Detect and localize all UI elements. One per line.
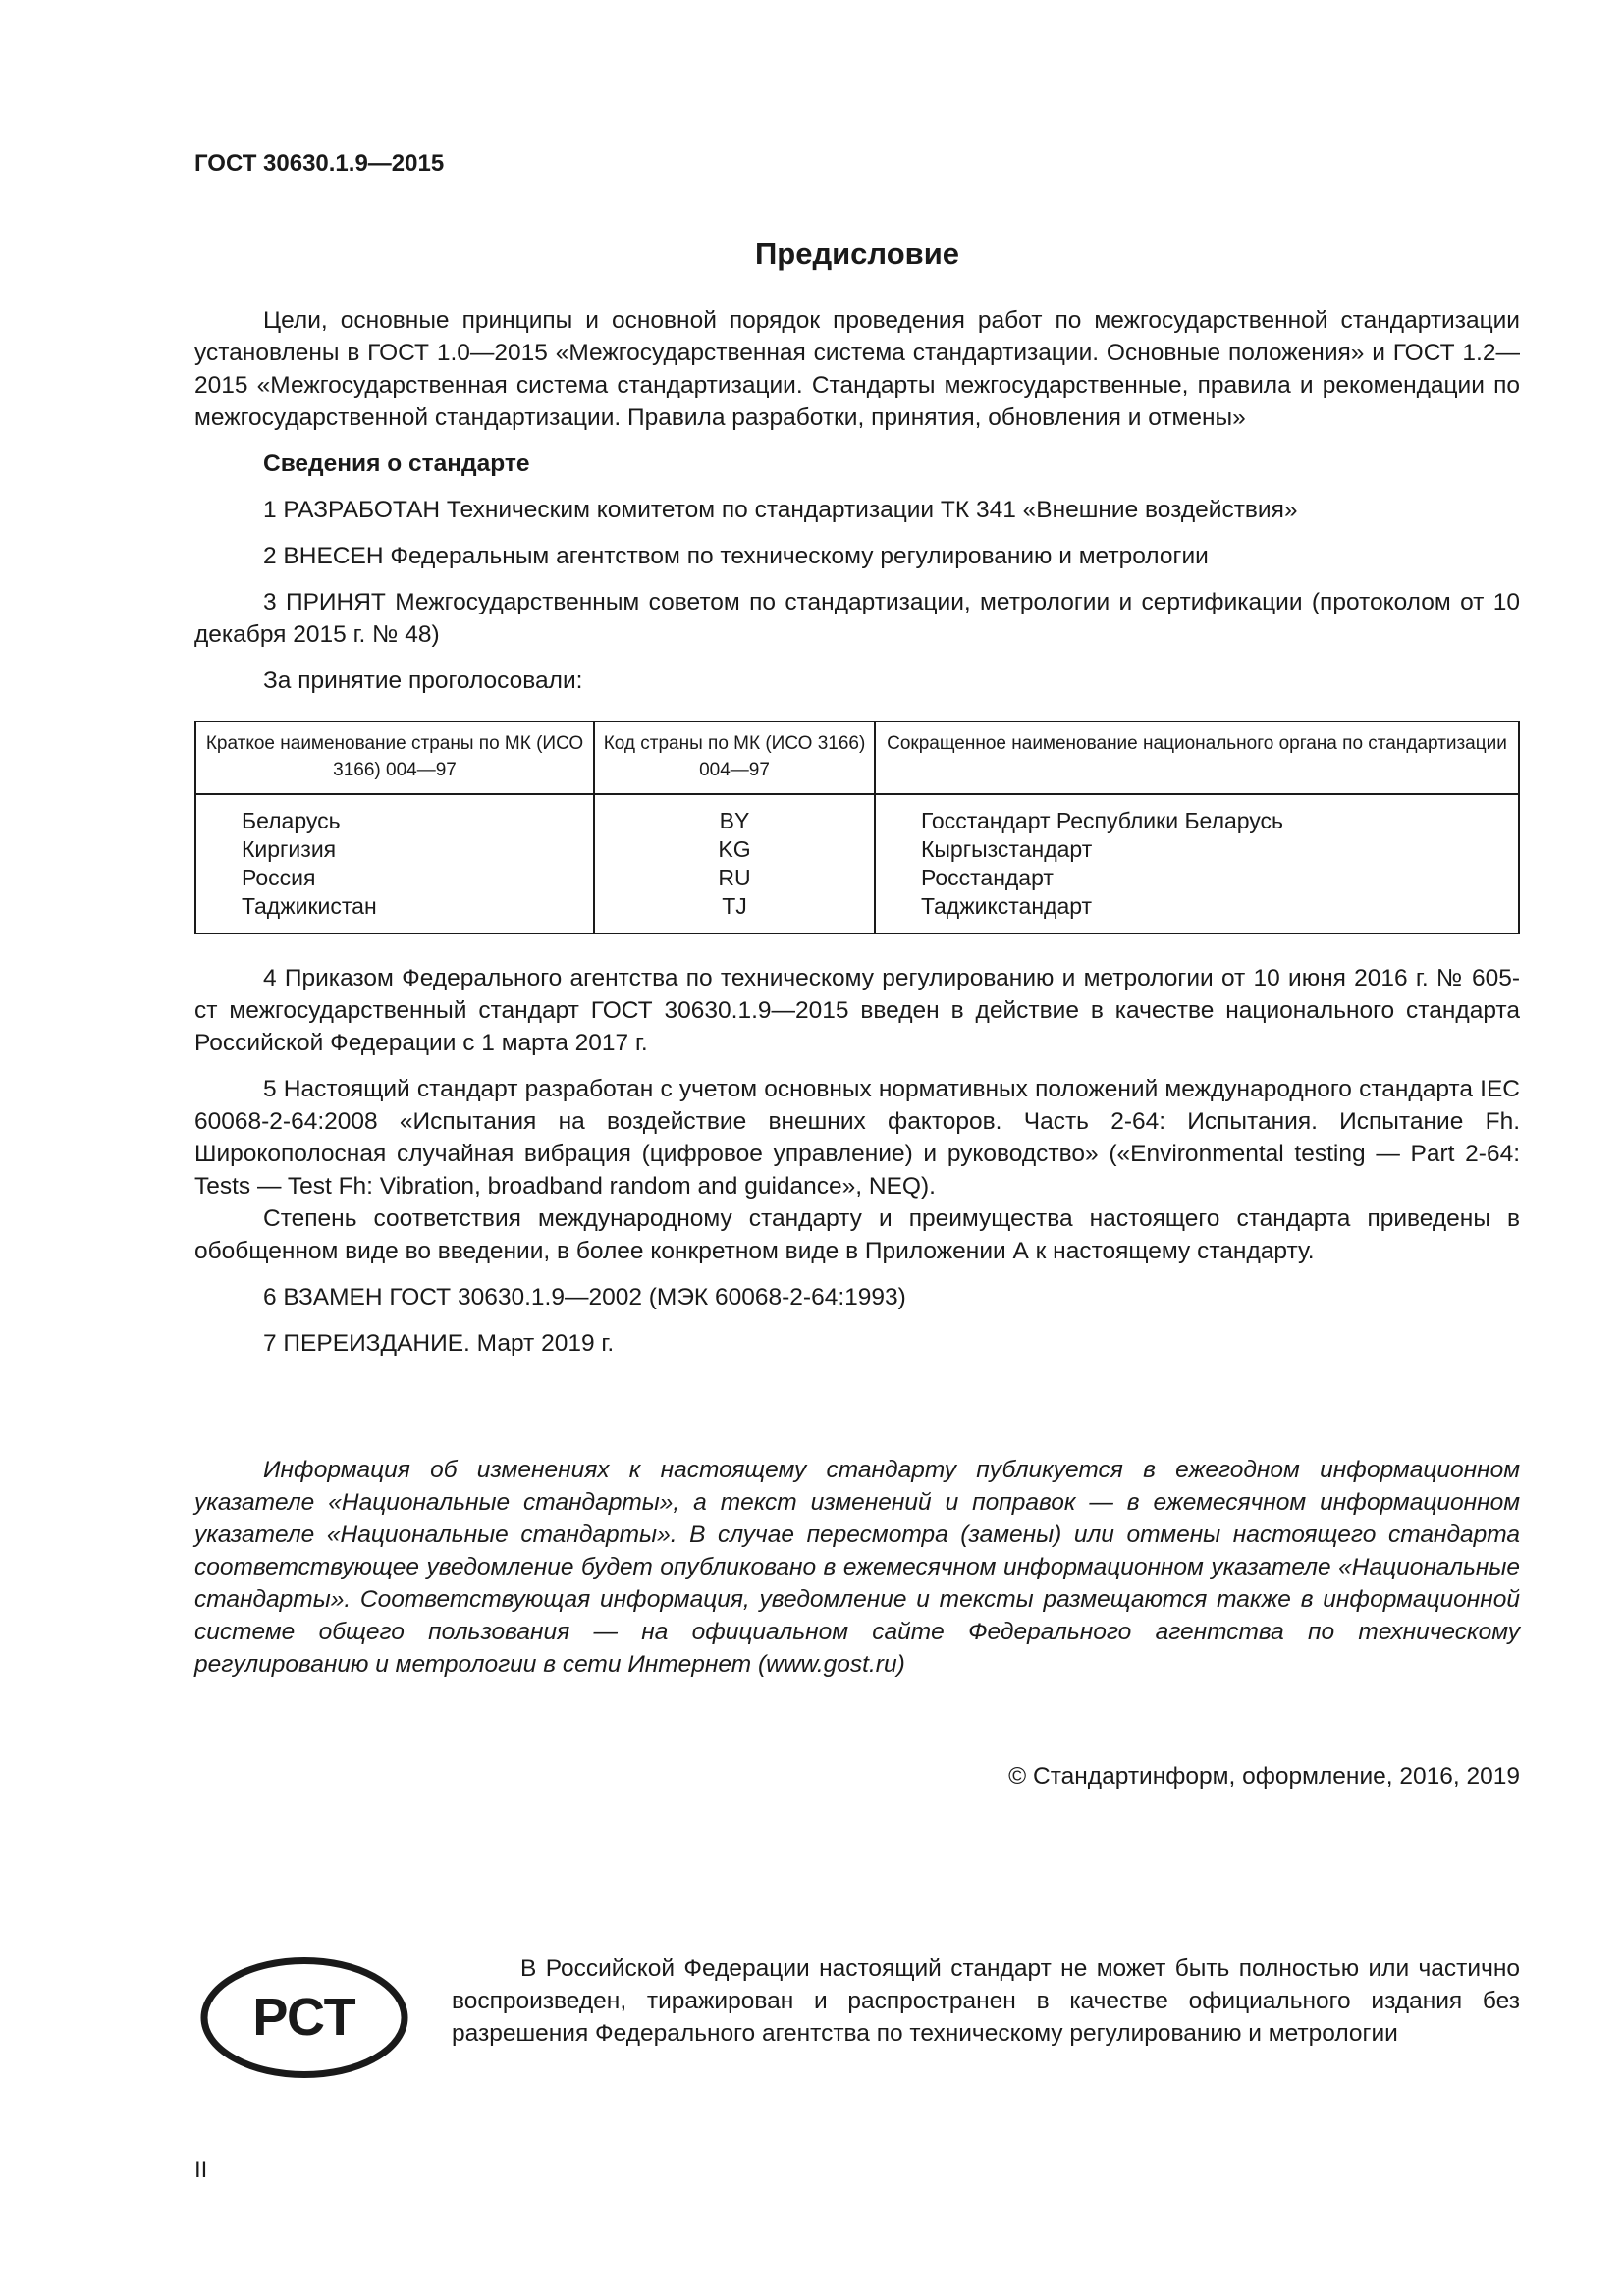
header-country: Краткое наименование страны по МК (ИСО 3166) 004—97 xyxy=(195,721,594,794)
rights-notice-block xyxy=(452,1952,1520,2050)
rights-notice: В Российской Федерации настоящий стандарт не может быть полностью или частично воспроизведен, тиражирован и распространен в качестве официального издания без разрешения Федерального агентства по техническому регулированию и метрологии xyxy=(452,1955,1520,2047)
table-header-row xyxy=(195,721,1519,794)
info-heading: Сведения о стандарте xyxy=(263,451,530,477)
rst-mark-lettering: РСТ xyxy=(252,1988,356,2047)
cell-body: Госстандарт Республики Беларусь xyxy=(875,794,1519,835)
cell-code: RU xyxy=(594,864,875,892)
voting-table xyxy=(194,721,1520,934)
item-3: 3 ПРИНЯТ Межгосударственным советом по стандартизации, метрологии и сертификации (протоколом от 10 декабря 2015 г. № 48) xyxy=(194,589,1520,648)
item-5-continued: Степень соответствия международному стандарту и преимущества настоящего стандарта приведены в обобщенном виде во введении, в более конкретном виде в Приложении А к настоящему стандарту. xyxy=(194,1205,1520,1264)
intro-paragraph: Цели, основные принципы и основной порядок проведения работ по межгосударственной стандартизации установлены в ГОСТ 1.0—2015 «Межгосударственная система стандартизации. Основные положения» и ГОСТ 1.2—2015 «Межгосударственная система стандартизации. Стандарты межгосударственные, правила и рекомендации по межгосударственной стандартизации. Правила разработки, принятия, обновления и отмены» xyxy=(194,307,1520,431)
cell-country: Беларусь xyxy=(195,794,594,835)
table-row xyxy=(195,864,1519,892)
item-1: 1 РАЗРАБОТАН Техническим комитетом по стандартизации ТК 341 «Внешние воздействия» xyxy=(263,497,1298,523)
rst-mark-icon xyxy=(200,1956,408,2079)
cell-code: TJ xyxy=(594,892,875,934)
item-7: 7 ПЕРЕИЗДАНИЕ. Март 2019 г. xyxy=(263,1330,615,1357)
cell-country: Таджикистан xyxy=(195,892,594,934)
cell-body: Кыргызстандарт xyxy=(875,835,1519,864)
header-code: Код страны по МК (ИСО 3166) 004—97 xyxy=(594,721,875,794)
page-number: II xyxy=(194,2157,208,2183)
footer-block xyxy=(194,1939,1520,2096)
table-row xyxy=(195,835,1519,864)
cell-code: BY xyxy=(594,794,875,835)
page-title: Предисловие xyxy=(754,237,959,271)
cell-country: Россия xyxy=(195,864,594,892)
cell-code: KG xyxy=(594,835,875,864)
table-row xyxy=(195,892,1519,934)
item-2: 2 ВНЕСЕН Федеральным агентством по техническому регулированию и метрологии xyxy=(263,543,1209,569)
item-6: 6 ВЗАМЕН ГОСТ 30630.1.9—2002 (МЭК 60068-2-64:1993) xyxy=(263,1284,906,1310)
table-row xyxy=(195,794,1519,835)
document-id: ГОСТ 30630.1.9—2015 xyxy=(194,150,445,177)
item-4: 4 Приказом Федерального агентства по техническому регулированию и метрологии от 10 июня 2016 г. № 605-ст межгосударственный стандарт ГОСТ 30630.1.9—2015 введен в действие в качестве национального стандарта Российской Федерации с 1 марта 2017 г. xyxy=(194,965,1520,1056)
copyright: © Стандартинформ, оформление, 2016, 2019 xyxy=(1008,1763,1520,1789)
cell-body: Росстандарт xyxy=(875,864,1519,892)
cell-body: Таджикстандарт xyxy=(875,892,1519,934)
voting-table-wrapper xyxy=(194,721,1520,934)
header-body: Сокращенное наименование национального органа по стандартизации xyxy=(875,721,1519,794)
changes-notice: Информация об изменениях к настоящему стандарту публикуется в ежегодном информационном указателе «Национальные стандарты», а текст изменений и поправок — в ежемесячном информационном указателе «Национальные стандарты». В случае пересмотра (замены) или отмены настоящего стандарта соответствующее уведомление будет опубликовано в ежемесячном информационном указателе «Национальные стандарты». Соответствующая информация, уведомление и тексты размещаются также в информационной системе общего пользования — на официальном сайте Федерального агентства по техническому регулированию и метрологии в сети Интернет (www.gost.ru) xyxy=(194,1457,1520,1678)
voted-label: За принятие проголосовали: xyxy=(263,667,583,694)
item-5: 5 Настоящий стандарт разработан с учетом основных нормативных положений международного стандарта IEC 60068-2-64:2008 «Испытания на воздействие внешних факторов. Часть 2-64: Испытания. Испытание Fh. Широкополосная случайная вибрация (цифровое управление) и руководство» («Environmental testing — Part 2-64: Tests — Test Fh: Vibration, broadband random and guidance», NEQ). xyxy=(194,1076,1520,1200)
page-content xyxy=(194,147,1520,1790)
cell-country: Киргизия xyxy=(195,835,594,864)
